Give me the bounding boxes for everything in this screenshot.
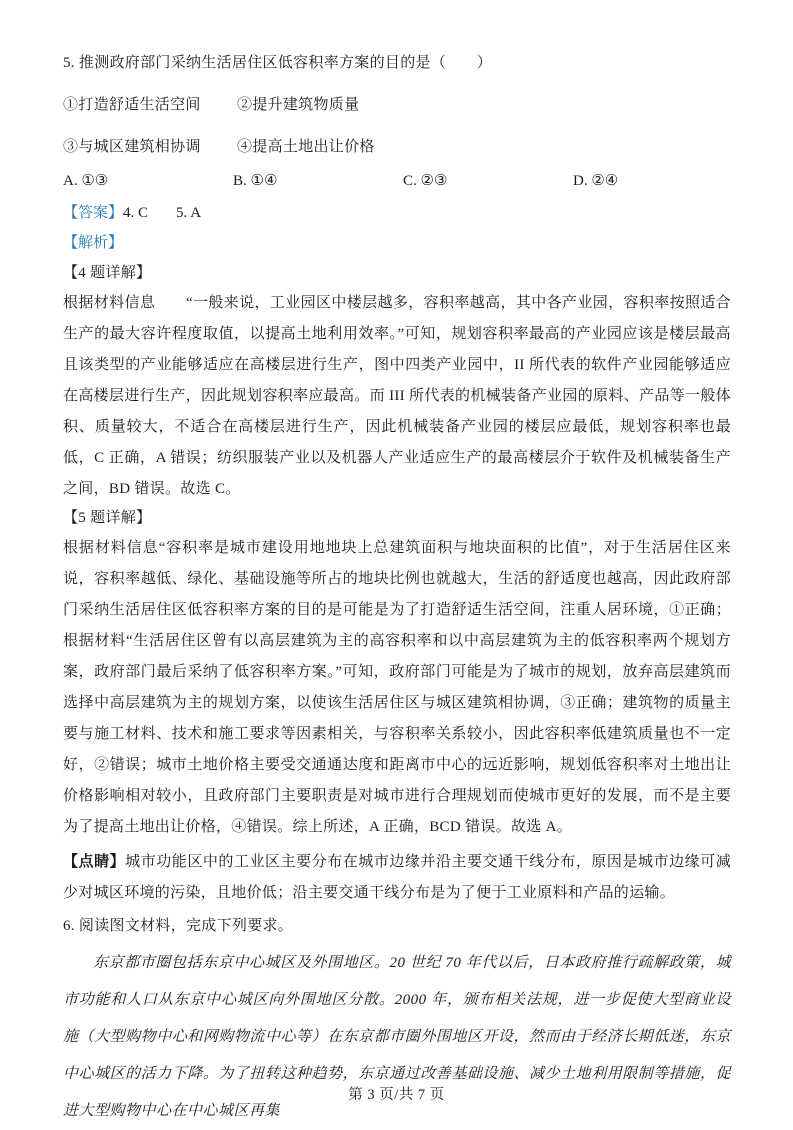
question-5-options-row (63, 170, 731, 192)
option-c: C. ②③ (403, 173, 448, 189)
analysis-row (63, 232, 731, 254)
answer-value-q5: 5. A (176, 205, 202, 221)
option-d: D. ②④ (573, 173, 619, 189)
question-6-material: 东京都市圈包括东京中心城区及外围地区。20 世纪 70 年代以后，日本政府推行疏解政策，城市功能和人口从东京中心城区向外围地区分散。2000 年，颁布相关法规，进一步促使大型商业设施（大型购物中心和网购物流中心等）在东京都市圈外围地区开设，然而由于经济长期低迷，东京中心城区的活力下降。为了扭转这种趋势，东京通过改善基础设施、减少土地利用限制等措施，促进大型购物中心在中心城区再集 (63, 955, 731, 1119)
analysis-label: 【解析】 (63, 235, 124, 251)
question-5-choices-row-1 (63, 94, 731, 116)
option-b: B. ①④ (233, 173, 278, 189)
detail-4-paragraph: 根据材料信息 “一般来说，工业园区中楼层越多，容积率越高，其中各产业园，容积率按照适合生产的最大容许程度取值，以提高土地利用效率。”可知，规划容积率最高的产业园应该是楼层最高且该类型的产业能够适应在高楼层进行生产，图中四类产业园中，II 所代表的软件产业园能够适应在高楼层进行生产，因此规划容积率应最高。而 III 所代表的机械装备产业园的原料、产品等一般体积、质量较大，不适合在高楼层进行生产，因此机械装备产业园的楼层应最低，规划容积率也最低，C 正确，A 错误；纺织服装产业以及机器人产业适应生产的最高楼层介于软件及机械装备生产之间，BD 错误。故选 C。 (63, 295, 731, 497)
question-5-stem: 5. 推测政府部门采纳生活居住区低容积率方案的目的是（ ） (63, 55, 493, 71)
answer-row (63, 202, 731, 224)
choice-3: ③与城区建筑相协调 (63, 139, 201, 155)
option-a: A. ①③ (63, 173, 109, 189)
question-6-stem: 6. 阅读图文材料，完成下列要求。 (63, 918, 294, 934)
page-number: 第 3 页/共 7 页 (348, 1087, 445, 1103)
answer-label: 【答案】 (63, 205, 124, 221)
detail-5-heading: 【5 题详解】 (63, 510, 152, 526)
choice-2: ②提升建筑物质量 (237, 97, 360, 113)
tips-label: 【点睛】 (63, 854, 126, 870)
tips-body: 城市功能区中的工业区主要分布在城市边缘并沿主要交通干线分布，原因是城市边缘可减少对城区环境的污染，且地价低；沿主要交通干线分布是为了便于工业原料和产品的运输。 (63, 854, 731, 901)
page-content (63, 52, 731, 1130)
question-5-choices-row-2 (63, 136, 731, 158)
choice-1: ①打造舒适生活空间 (63, 97, 201, 113)
answer-value-q4: 4. C (123, 205, 149, 221)
tips-paragraph (63, 847, 731, 909)
detail-5-paragraph: 根据材料信息“容积率是城市建设用地地块上总建筑面积与地块面积的比值”，对于生活居住区来说，容积率越低、绿化、基础设施等所占的地块比例也就越大，生活的舒适度也越高，因此政府部门采纳生活居住区低容积率方案的目的是可能是为了打造舒适生活空间，注重人居环境，①正确；根据材料“生活居住区曾有以高层建筑为主的高容积率和以中高层建筑为主的低容积率两个规划方案，政府部门最后采纳了低容积率方案。”可知，政府部门可能是为了城市的规划，放弃高层建筑而选择中高层建筑为主的规划方案，以使该生活居住区与城区建筑相协调，③正确；建筑物的质量主要与施工材料、技术和施工要求等因素相关，与容积率关系较小，因此容积率低建筑质量也不一定好，②错误；城市土地价格主要受交通通达度和距离市中心的远近影响，规划低容积率对土地出让价格影响相对较小，且政府部门主要职责是对城市进行合理规划而使城市更好的发展，而不是主要为了提高土地出让价格，④错误。综上所述，A 正确，BCD 错误。故选 A。 (63, 540, 731, 835)
detail-4-heading: 【4 题详解】 (63, 265, 152, 281)
choice-4: ④提高土地出让价格 (237, 139, 375, 155)
